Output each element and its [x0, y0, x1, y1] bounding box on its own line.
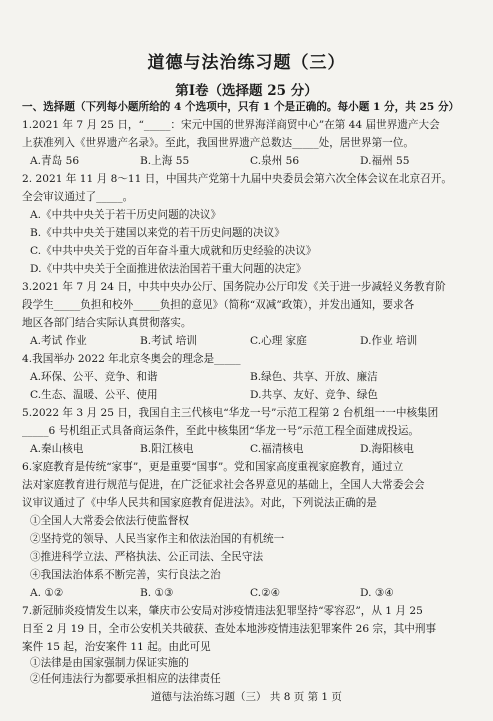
question-3-option-b: B.考试 培训 [140, 335, 197, 347]
question-3-line-1: 3.2021 年 7 月 24 日，中共中央办公厅、国务院办公厅印发《关于进一步减轻义务教育阶 [22, 281, 446, 293]
question-1-option-b: B.上海 55 [140, 155, 190, 167]
question-4-option-b: B.绿色、共享、开放、廉洁 [250, 371, 378, 383]
question-5-option-b: B.阳江核电 [140, 443, 194, 455]
question-6-statement-2: ②坚持党的领导、人民当家作主和依法治国的有机统一 [30, 533, 285, 545]
question-1-line-1: 1.2021 年 7 月 25 日，“_____：宋元中国的世界海洋商贸中心”在第 44 届世界遗产大会 [22, 119, 440, 131]
question-6-statement-4: ④我国法治体系不断完善，实行良法之治 [30, 569, 221, 581]
question-6-line-3: 议审议通过了《中华人民共和国家庭教育促进法》。对此，下列说法正确的是 [22, 497, 377, 509]
question-2-line-1: 2. 2021 年 11 月 8～11 日，中国共产党第十九届中央委员会第六次全体会议在北京召开。 [22, 173, 452, 185]
question-7-line-2: 日至 2 月 19 日，全市公安机关共破获、查处本地涉疫情违法犯罪案件 26 宗，其中刑事 [22, 623, 437, 635]
question-4-option-c: C.生态、温暖、公平、使用 [30, 389, 158, 401]
question-6-line-2: 法对家庭教育进行规范与促进，在广泛征求社会各界意见的基础上，全国人大常委会会 [22, 479, 425, 491]
question-2-option-c: C.《中共中央关于党的百年奋斗重大成就和历史经验的决议》 [30, 245, 317, 257]
question-5-option-d: D.海阳核电 [360, 443, 414, 455]
question-4-line-1: 4.我国举办 2022 年北京冬奥会的理念是_____ [22, 353, 241, 365]
question-7-statement-1: ①法律是由国家强制力保证实施的 [30, 657, 189, 669]
question-5-option-c: C.福清核电 [250, 443, 304, 455]
question-1-option-d: D.福州 55 [360, 155, 410, 167]
question-4-option-d: D.共享、友好、竞争、绿色 [250, 389, 379, 401]
question-6-option-a: A. ①② [30, 587, 64, 599]
question-3-option-c: C.心理 家庭 [250, 335, 307, 347]
question-7-line-3: 案件 15 起，治安案件 11 起。由此可见 [22, 641, 211, 653]
question-1-option-c: C.泉州 56 [250, 155, 300, 167]
question-4-option-a: A.环保、公平、竞争、和谐 [30, 371, 158, 383]
section-title: 第Ⅰ卷（选择题 25 分） [175, 83, 318, 99]
question-7-line-1: 7.新冠肺炎疫情发生以来，肇庆市公安局对涉疫情违法犯罪坚持“零容忍”，从 1 月 25 [22, 605, 423, 617]
question-2-line-2: 全会审议通过了_____。 [22, 191, 134, 203]
question-6-option-d: D. ③④ [360, 587, 394, 599]
question-2-option-d: D.《中共中央关于全面推进依法治国若干重大问题的决定》 [30, 263, 307, 275]
question-5-line-1: 5.2022 年 3 月 25 日，我国自主三代核电“华龙一号”示范工程第 2 台机组一一中核集团 [22, 407, 439, 419]
question-6-statement-3: ③推进科学立法、严格执法、公正司法、全民守法 [30, 551, 264, 563]
question-6-option-b: B. ①③ [140, 587, 174, 599]
question-3-option-a: A.考试 作业 [30, 335, 87, 347]
question-5-line-2: _____6 号机组正式具备商运条件，至此中核集团“华龙一号”示范工程全面建成投运。 [22, 425, 420, 437]
instructions: 一、选择题（下列每小题所给的 4 个选项中，只有 1 个是正确的。每小题 1 分，共 25 分） [22, 101, 460, 113]
page-title: 道德与法治练习题（三） [147, 53, 346, 73]
question-3-option-d: D.作业 培训 [360, 335, 418, 347]
question-6-option-c: C.②④ [250, 587, 281, 599]
question-1-option-a: A.青岛 56 [30, 155, 80, 167]
question-3-line-2: 段学生_____负担和校外_____负担的意见》（简称“双减”政策），并发出通知，要求各 [22, 299, 415, 311]
question-1-line-2: 上获准列入《世界遗产名录》。至此，我国世界遗产总数达_____处，居世界第一位。 [22, 137, 414, 149]
question-3-line-3: 地区各部门结合实际认真贯彻落实。 [22, 317, 192, 329]
question-2-option-b: B.《中共中央关于建国以来党的若干历史问题的决议》 [30, 227, 285, 239]
question-6-line-1: 6.家庭教育是传统“家事”，更是重要“国事”。党和国家高度重视家庭教育，通过立 [22, 461, 404, 473]
question-5-option-a: A.秦山核电 [30, 443, 84, 455]
question-7-statement-2: ②任何违法行为都要承担相应的法律责任 [30, 673, 221, 685]
page-footer: 道德与法治练习题（三） 共 8 页 第 1 页 [151, 691, 342, 703]
question-2-option-a: A.《中共中央关于若干历史问题的决议》 [30, 209, 222, 221]
question-6-statement-1: ①全国人大常委会依法行使监督权 [30, 515, 189, 527]
